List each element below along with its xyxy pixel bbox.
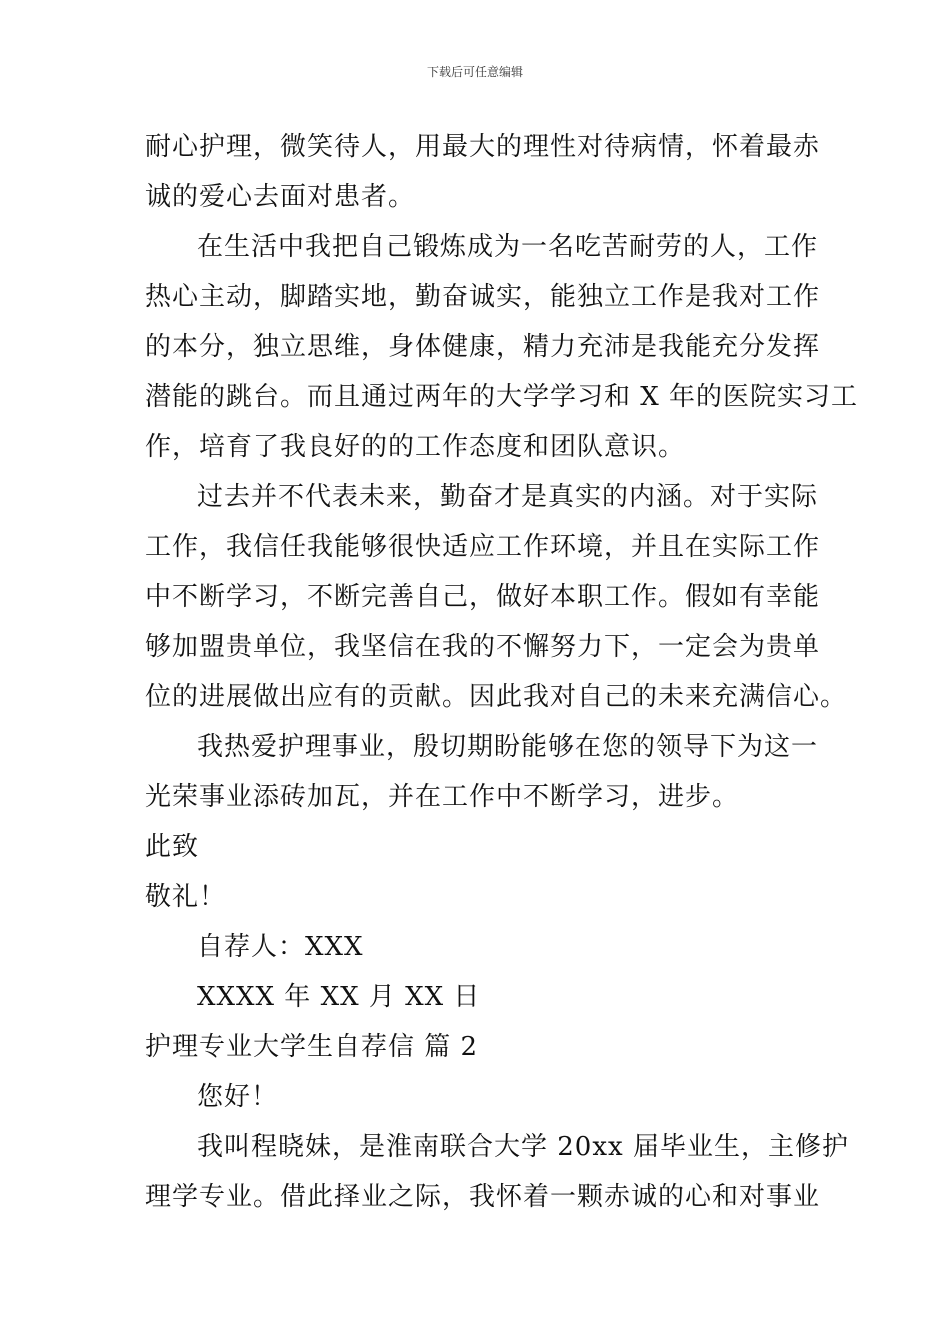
text-line: 热心主动，脚踏实地，勤奋诚实，能独立工作是我对工作 [145, 282, 821, 312]
text-line: 位的进展做出应有的贡献。因此我对自己的未来充满信心。 [145, 682, 848, 712]
text-line: 过去并不代表未来，勤奋才是真实的内涵。对于实际 [197, 482, 819, 512]
text-line: XXXX 年 XX 月 XX 日 [197, 982, 481, 1012]
text-line: 在生活中我把自己锻炼成为一名吃苦耐劳的人，工作 [197, 232, 819, 262]
text-line: 潜能的跳台。而且通过两年的大学学习和 X 年的医院实习工 [145, 382, 859, 412]
text-line: 工作，我信任我能够很快适应工作环境，并且在实际工作 [145, 532, 821, 562]
text-line: 护理专业大学生自荐信 篇 2 [145, 1032, 479, 1062]
text-line: 您好！ [197, 1082, 279, 1112]
text-line: 敬礼！ [145, 882, 227, 912]
text-line: 自荐人：XXX [197, 932, 364, 962]
text-line: 理学专业。借此择业之际，我怀着一颗赤诚的心和对事业 [145, 1182, 821, 1212]
text-line: 此致 [145, 832, 200, 862]
text-line: 作，培育了我良好的的工作态度和团队意识。 [145, 432, 686, 462]
text-line: 的本分，独立思维，身体健康，精力充沛是我能充分发挥 [145, 332, 821, 362]
text-line: 诚的爱心去面对患者。 [145, 182, 416, 212]
text-line: 够加盟贵单位，我坚信在我的不懈努力下，一定会为贵单 [145, 632, 821, 662]
text-line: 耐心护理，微笑待人，用最大的理性对待病情，怀着最赤 [145, 132, 821, 162]
text-line: 中不断学习，不断完善自己，做好本职工作。假如有幸能 [145, 582, 821, 612]
document-body [145, 122, 859, 1222]
text-line: 我热爱护理事业，殷切期盼能够在您的领导下为这一 [197, 732, 819, 762]
text-line: 我叫程晓妹，是淮南联合大学 20xx 届毕业生，主修护 [197, 1132, 849, 1162]
page-header-note: 下载后可任意编辑 [426, 65, 523, 79]
text-line: 光荣事业添砖加瓦，并在工作中不断学习，进步。 [145, 782, 740, 812]
